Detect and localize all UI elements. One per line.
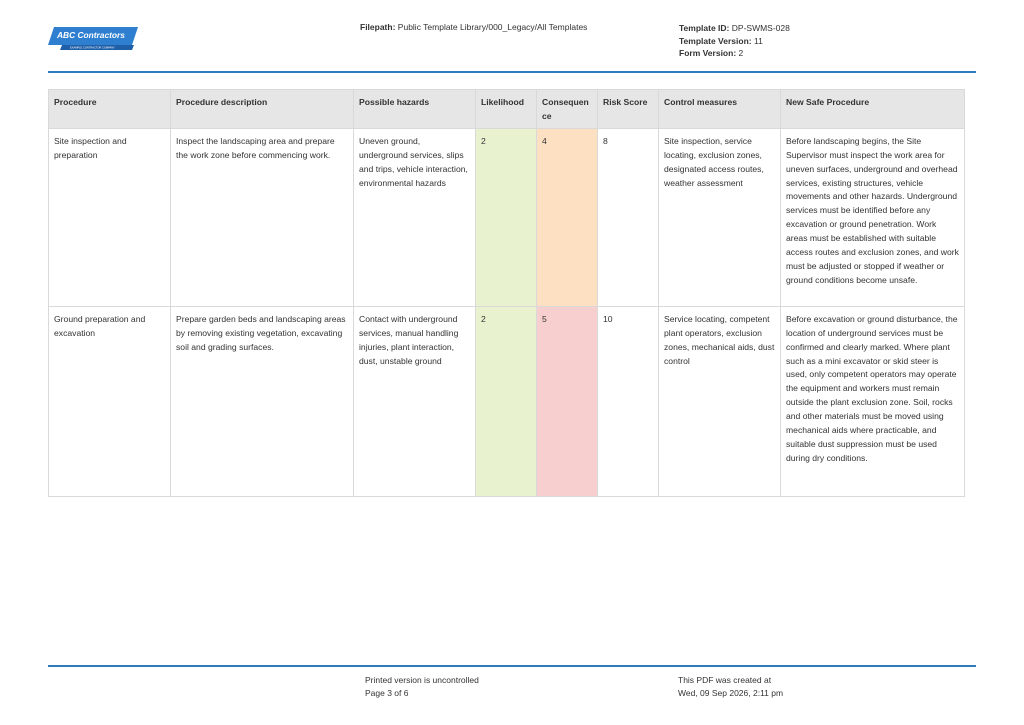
filepath-label: Filepath:	[360, 22, 396, 32]
created-label: This PDF was created at	[678, 675, 772, 685]
filepath	[360, 22, 587, 32]
template-id	[679, 22, 790, 35]
cell-description: Inspect the landscaping area and prepare the work zone before commencing work.	[171, 128, 354, 306]
page-number: Page 3 of 6	[365, 687, 409, 698]
cell-procedure: Ground preparation and excavation	[49, 306, 171, 496]
footer-divider	[48, 665, 976, 667]
cell-hazards: Uneven ground, underground services, slips and trips, vehicle interaction, environmental hazards	[354, 128, 476, 306]
table-row	[49, 128, 965, 306]
template-id-label: Template ID:	[679, 23, 730, 33]
cell-description: Prepare garden beds and landscaping areas by removing existing vegetation, excavating soil and grading surfaces.	[171, 306, 354, 496]
header-procedure: Procedure	[49, 90, 171, 129]
form-version-label: Form Version:	[679, 48, 737, 58]
footer-right	[678, 674, 783, 699]
header-new-safe-procedure: New Safe Procedure	[781, 90, 965, 129]
footer-left	[365, 674, 479, 699]
template-version-value: 11	[753, 35, 763, 46]
table-header-row	[49, 90, 965, 129]
template-version-label: Template Version:	[679, 35, 752, 46]
logo-tagline: EXAMPLE CONTRACTOR COMPANY	[70, 46, 115, 50]
filepath-value: Public Template Library/000_Legacy/All Templates	[397, 22, 588, 32]
cell-consequence: 4	[537, 128, 598, 306]
header-possible-hazards: Possible hazards	[354, 90, 476, 129]
header-divider	[48, 71, 976, 73]
created-timestamp: Wed, 09 Sep 2026, 2:11 pm	[678, 687, 784, 698]
template-id-value: DP-SWMS-028	[731, 23, 790, 33]
cell-new-safe-procedure: Before excavation or ground disturbance, the location of underground services must be confirmed and clearly marked. Where plant such as a mini excavator or skid steer is used, only competent operators may operate the equipment and workers must remain outside the plant exclusion zone. Soil, rocks and other materials must be moved using mechanical aids where practicable, and suitable dust suppression must be used during dry conditions.	[781, 306, 965, 496]
header-procedure-description: Procedure description	[171, 90, 354, 129]
header-risk-score: Risk Score	[598, 90, 659, 129]
cell-control-measures: Service locating, competent plant operators, exclusion zones, mechanical aids, dust control	[659, 306, 781, 496]
cell-new-safe-procedure: Before landscaping begins, the Site Supervisor must inspect the work area for uneven surfaces, underground and overhead services, existing structures, vehicle movements and other hazards. Underground services must be identified before any excavation or ground penetration. Work areas must be established with suitable access routes and exclusion zones, and work must be adjusted or stopped if weather or ground conditions become unsafe.	[781, 128, 965, 306]
table-row	[49, 306, 965, 496]
template-meta	[679, 22, 790, 60]
cell-likelihood: 2	[476, 306, 537, 496]
cell-risk-score: 8	[598, 128, 659, 306]
cell-control-measures: Site inspection, service locating, exclusion zones, designated access routes, weather assessment	[659, 128, 781, 306]
logo-name: ABC Contractors	[57, 30, 125, 40]
header-likelihood: Likelihood	[476, 90, 537, 129]
uncontrolled-notice: Printed version is uncontrolled	[365, 675, 479, 685]
company-logo	[48, 26, 138, 52]
cell-procedure: Site inspection and preparation	[49, 128, 171, 306]
template-version	[679, 35, 790, 48]
cell-consequence: 5	[537, 306, 598, 496]
header-control-measures: Control measures	[659, 90, 781, 129]
form-version	[679, 47, 790, 60]
cell-hazards: Contact with underground services, manual handling injuries, plant interaction, dust, unstable ground	[354, 306, 476, 496]
cell-likelihood: 2	[476, 128, 537, 306]
cell-risk-score: 10	[598, 306, 659, 496]
swms-table	[48, 89, 965, 497]
page-header	[0, 0, 1024, 72]
header-consequence: Consequence	[537, 90, 598, 129]
form-version-value: 2	[738, 48, 744, 58]
